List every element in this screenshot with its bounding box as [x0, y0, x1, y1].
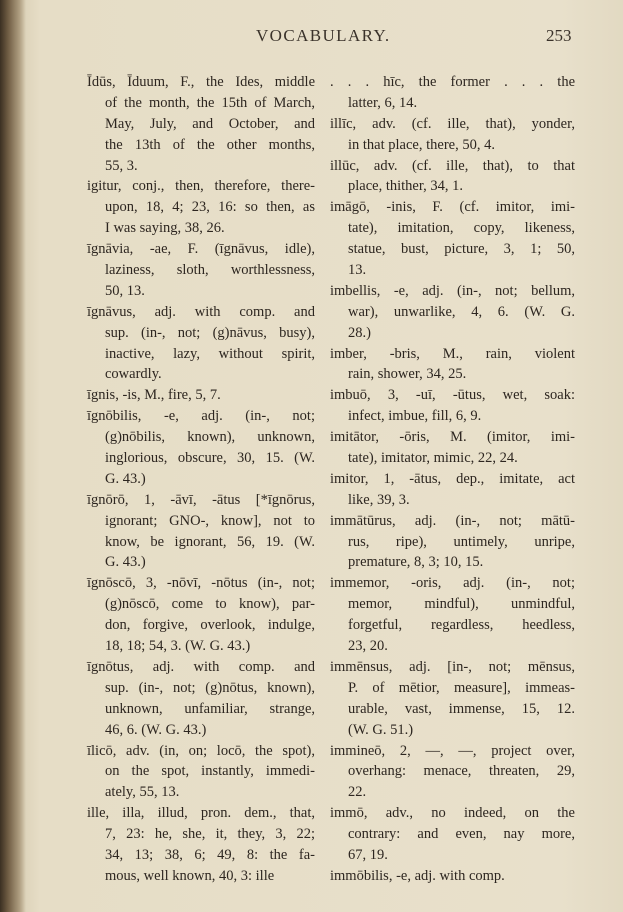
- entry-line: 7, 23: he, she, it, they, 3, 22;: [105, 826, 315, 843]
- entry-line: 50, 13.: [105, 282, 145, 299]
- left-column: [87, 72, 315, 887]
- dictionary-entry: [330, 803, 575, 866]
- entry-headword-line: īgnōtus, adj. with comp. and: [87, 658, 315, 675]
- dictionary-entry: [330, 344, 575, 386]
- page-number: 253: [546, 26, 572, 45]
- entry-headword-line: imāgō, -inis, F. (cf. imitor, imi-: [330, 199, 575, 216]
- entry-headword-line: īgnōbilis, -e, adj. (in-, not;: [87, 408, 315, 425]
- entry-line: rus, ripe), untimely, unripe,: [348, 533, 575, 550]
- entry-headword-line: immōbilis, -e, adj. with comp.: [330, 867, 505, 884]
- entry-headword-line: īgnāvus, adj. with comp. and: [87, 303, 315, 320]
- entry-line: place, thither, 34, 1.: [348, 178, 463, 195]
- entry-line: 46, 6. (W. G. 43.): [105, 721, 207, 738]
- entry-line: cowardly.: [105, 366, 162, 383]
- entry-line: 28.): [348, 324, 371, 341]
- entry-line: don, forgive, overlook, indulge,: [105, 617, 315, 634]
- entry-headword-line: īgnāvia, -ae, F. (īgnāvus, idle),: [87, 241, 315, 258]
- entry-line: 22.: [348, 784, 367, 801]
- dictionary-entry: [330, 72, 575, 114]
- entry-line: sup. (in-, not; (g)nōtus, known),: [105, 679, 315, 696]
- dictionary-entry: [87, 657, 315, 741]
- entry-line: rain, shower, 34, 25.: [348, 366, 467, 383]
- dictionary-entry: [330, 114, 575, 156]
- entry-line: (g)nōbilis, known), unknown,: [105, 429, 315, 446]
- dictionary-entry: [87, 176, 315, 239]
- dictionary-entry: [330, 385, 575, 427]
- entry-line: ignorant; GNO-, know], not to: [105, 512, 315, 529]
- dictionary-entry: [87, 803, 315, 887]
- dictionary-entry: [87, 406, 315, 490]
- entry-line: 55, 3.: [105, 157, 138, 174]
- dictionary-entry: [330, 866, 575, 887]
- entry-line: war), unwarlike, 4, 6. (W. G.: [348, 303, 575, 320]
- entry-headword-line: immātūrus, adj. (in-, not; mātū-: [330, 512, 575, 529]
- entry-line: 23, 20.: [348, 638, 388, 655]
- entry-line: infect, imbue, fill, 6, 9.: [348, 408, 482, 425]
- entry-headword-line: imber, -bris, M., rain, violent: [330, 345, 575, 362]
- entry-headword-line: ille, illa, illud, pron. dem., that,: [87, 805, 315, 822]
- entry-line: G. 43.): [105, 554, 146, 571]
- entry-line: unknown, unfamiliar, strange,: [105, 700, 315, 717]
- entry-headword-line: īlicō, adv. (in, on; locō, the spot),: [87, 742, 315, 759]
- dictionary-entry: [330, 511, 575, 574]
- dictionary-entry: [330, 573, 575, 657]
- entry-line: ately, 55, 13.: [105, 784, 180, 801]
- entry-line: (g)nōscō, come to know), par-: [105, 596, 315, 613]
- entry-line: statue, bust, picture, 3, 1; 50,: [348, 241, 575, 258]
- right-column: [330, 72, 575, 887]
- entry-line: urable, vast, immense, 15, 12.: [348, 700, 575, 717]
- entry-line: (W. G. 51.): [348, 721, 414, 738]
- entry-line: inglorious, obscure, 30, 15. (W.: [105, 450, 315, 467]
- entry-line: overhang: menace, threaten, 29,: [348, 763, 575, 780]
- dictionary-entry: [330, 281, 575, 344]
- entry-line: mous, well known, 40, 3: ille: [105, 867, 275, 884]
- entry-headword-line: imbellis, -e, adj. (in-, not; bellum,: [330, 282, 575, 299]
- entry-line: tate), imitator, mimic, 22, 24.: [348, 450, 518, 467]
- dictionary-entry: [330, 156, 575, 198]
- entry-line: in that place, there, 50, 4.: [348, 136, 495, 153]
- entry-line: 13.: [348, 262, 367, 279]
- dictionary-entry: [87, 385, 315, 406]
- entry-line: tate), imitation, copy, likeness,: [348, 220, 575, 237]
- entry-line: G. 43.): [105, 470, 146, 487]
- entry-headword-line: imitātor, -ōris, M. (imitor, imi-: [330, 429, 575, 446]
- entry-headword-line: īgnōscō, 3, -nōvī, -nōtus (in-, not;: [87, 575, 315, 592]
- dictionary-entry: [87, 72, 315, 176]
- entry-line: laziness, sloth, worthlessness,: [105, 262, 315, 279]
- entry-line: I was saying, 38, 26.: [105, 220, 225, 237]
- entry-line: memor, mindful), unmindful,: [348, 596, 575, 613]
- entry-headword-line: īgnis, -is, M., fire, 5, 7.: [87, 387, 221, 404]
- entry-line: upon, 18, 4; 23, 16: so then, as: [105, 199, 315, 216]
- dictionary-entry: [87, 490, 315, 574]
- entry-line: contrary: and even, nay more,: [348, 826, 575, 843]
- entry-line: on the spot, instantly, immedi-: [105, 763, 315, 780]
- dictionary-entry: [330, 427, 575, 469]
- entry-line: 67, 19.: [348, 846, 388, 863]
- dictionary-entry: [87, 573, 315, 657]
- dictionary-entry: [330, 657, 575, 741]
- entry-line: 18, 18; 54, 3. (W. G. 43.): [105, 638, 251, 655]
- entry-line: know, be ignorant, 56, 19. (W.: [105, 533, 315, 550]
- dictionary-entry: [87, 302, 315, 386]
- entry-headword-line: immemor, -oris, adj. (in-, not;: [330, 575, 575, 592]
- entry-line: of the month, the 15th of March,: [105, 94, 315, 111]
- entry-headword-line: igitur, conj., then, therefore, there-: [87, 178, 315, 195]
- entry-headword-line: imitor, 1, -ātus, dep., imitate, act: [330, 470, 575, 487]
- entry-line: 34, 13; 38, 6; 49, 8: the fa-: [105, 846, 315, 863]
- entry-headword-line: illīc, adv. (cf. ille, that), yonder,: [330, 115, 575, 132]
- entry-line: like, 39, 3.: [348, 491, 410, 508]
- entry-headword-line: illūc, adv. (cf. ille, that), to that: [330, 157, 575, 174]
- dictionary-entry: [87, 741, 315, 804]
- entry-line: P. of mētior, measure], immeas-: [348, 679, 575, 696]
- dictionary-entry: [87, 239, 315, 302]
- running-head: VOCABULARY.: [256, 26, 391, 45]
- entry-headword-line: īgnōrō, 1, -āvī, -ātus [*īgnōrus,: [87, 491, 315, 508]
- entry-line: sup. (in-, not; (g)nāvus, busy),: [105, 324, 315, 341]
- entry-headword-line: . . . hīc, the former . . . the: [330, 74, 575, 90]
- dictionary-entry: [330, 741, 575, 804]
- entry-headword-line: imbuō, 3, -uī, -ūtus, wet, soak:: [330, 387, 575, 404]
- entry-line: the 13th of the other months,: [105, 136, 315, 153]
- entry-line: latter, 6, 14.: [348, 94, 418, 111]
- entry-headword-line: Īdūs, Īduum, F., the Ides, middle: [87, 74, 315, 90]
- dictionary-entry: [330, 469, 575, 511]
- book-spine-shadow: [0, 0, 26, 912]
- dictionary-entry: [330, 197, 575, 281]
- entry-line: inactive, lazy, without spirit,: [105, 345, 315, 362]
- entry-line: premature, 8, 3; 10, 15.: [348, 554, 484, 571]
- entry-line: forgetful, regardless, heedless,: [348, 617, 575, 634]
- entry-headword-line: immō, adv., no indeed, on the: [330, 805, 575, 822]
- entry-headword-line: immēnsus, adj. [in-, not; mēnsus,: [330, 658, 575, 675]
- entry-line: May, July, and October, and: [105, 115, 315, 132]
- entry-headword-line: immineō, 2, —, —, project over,: [330, 742, 575, 759]
